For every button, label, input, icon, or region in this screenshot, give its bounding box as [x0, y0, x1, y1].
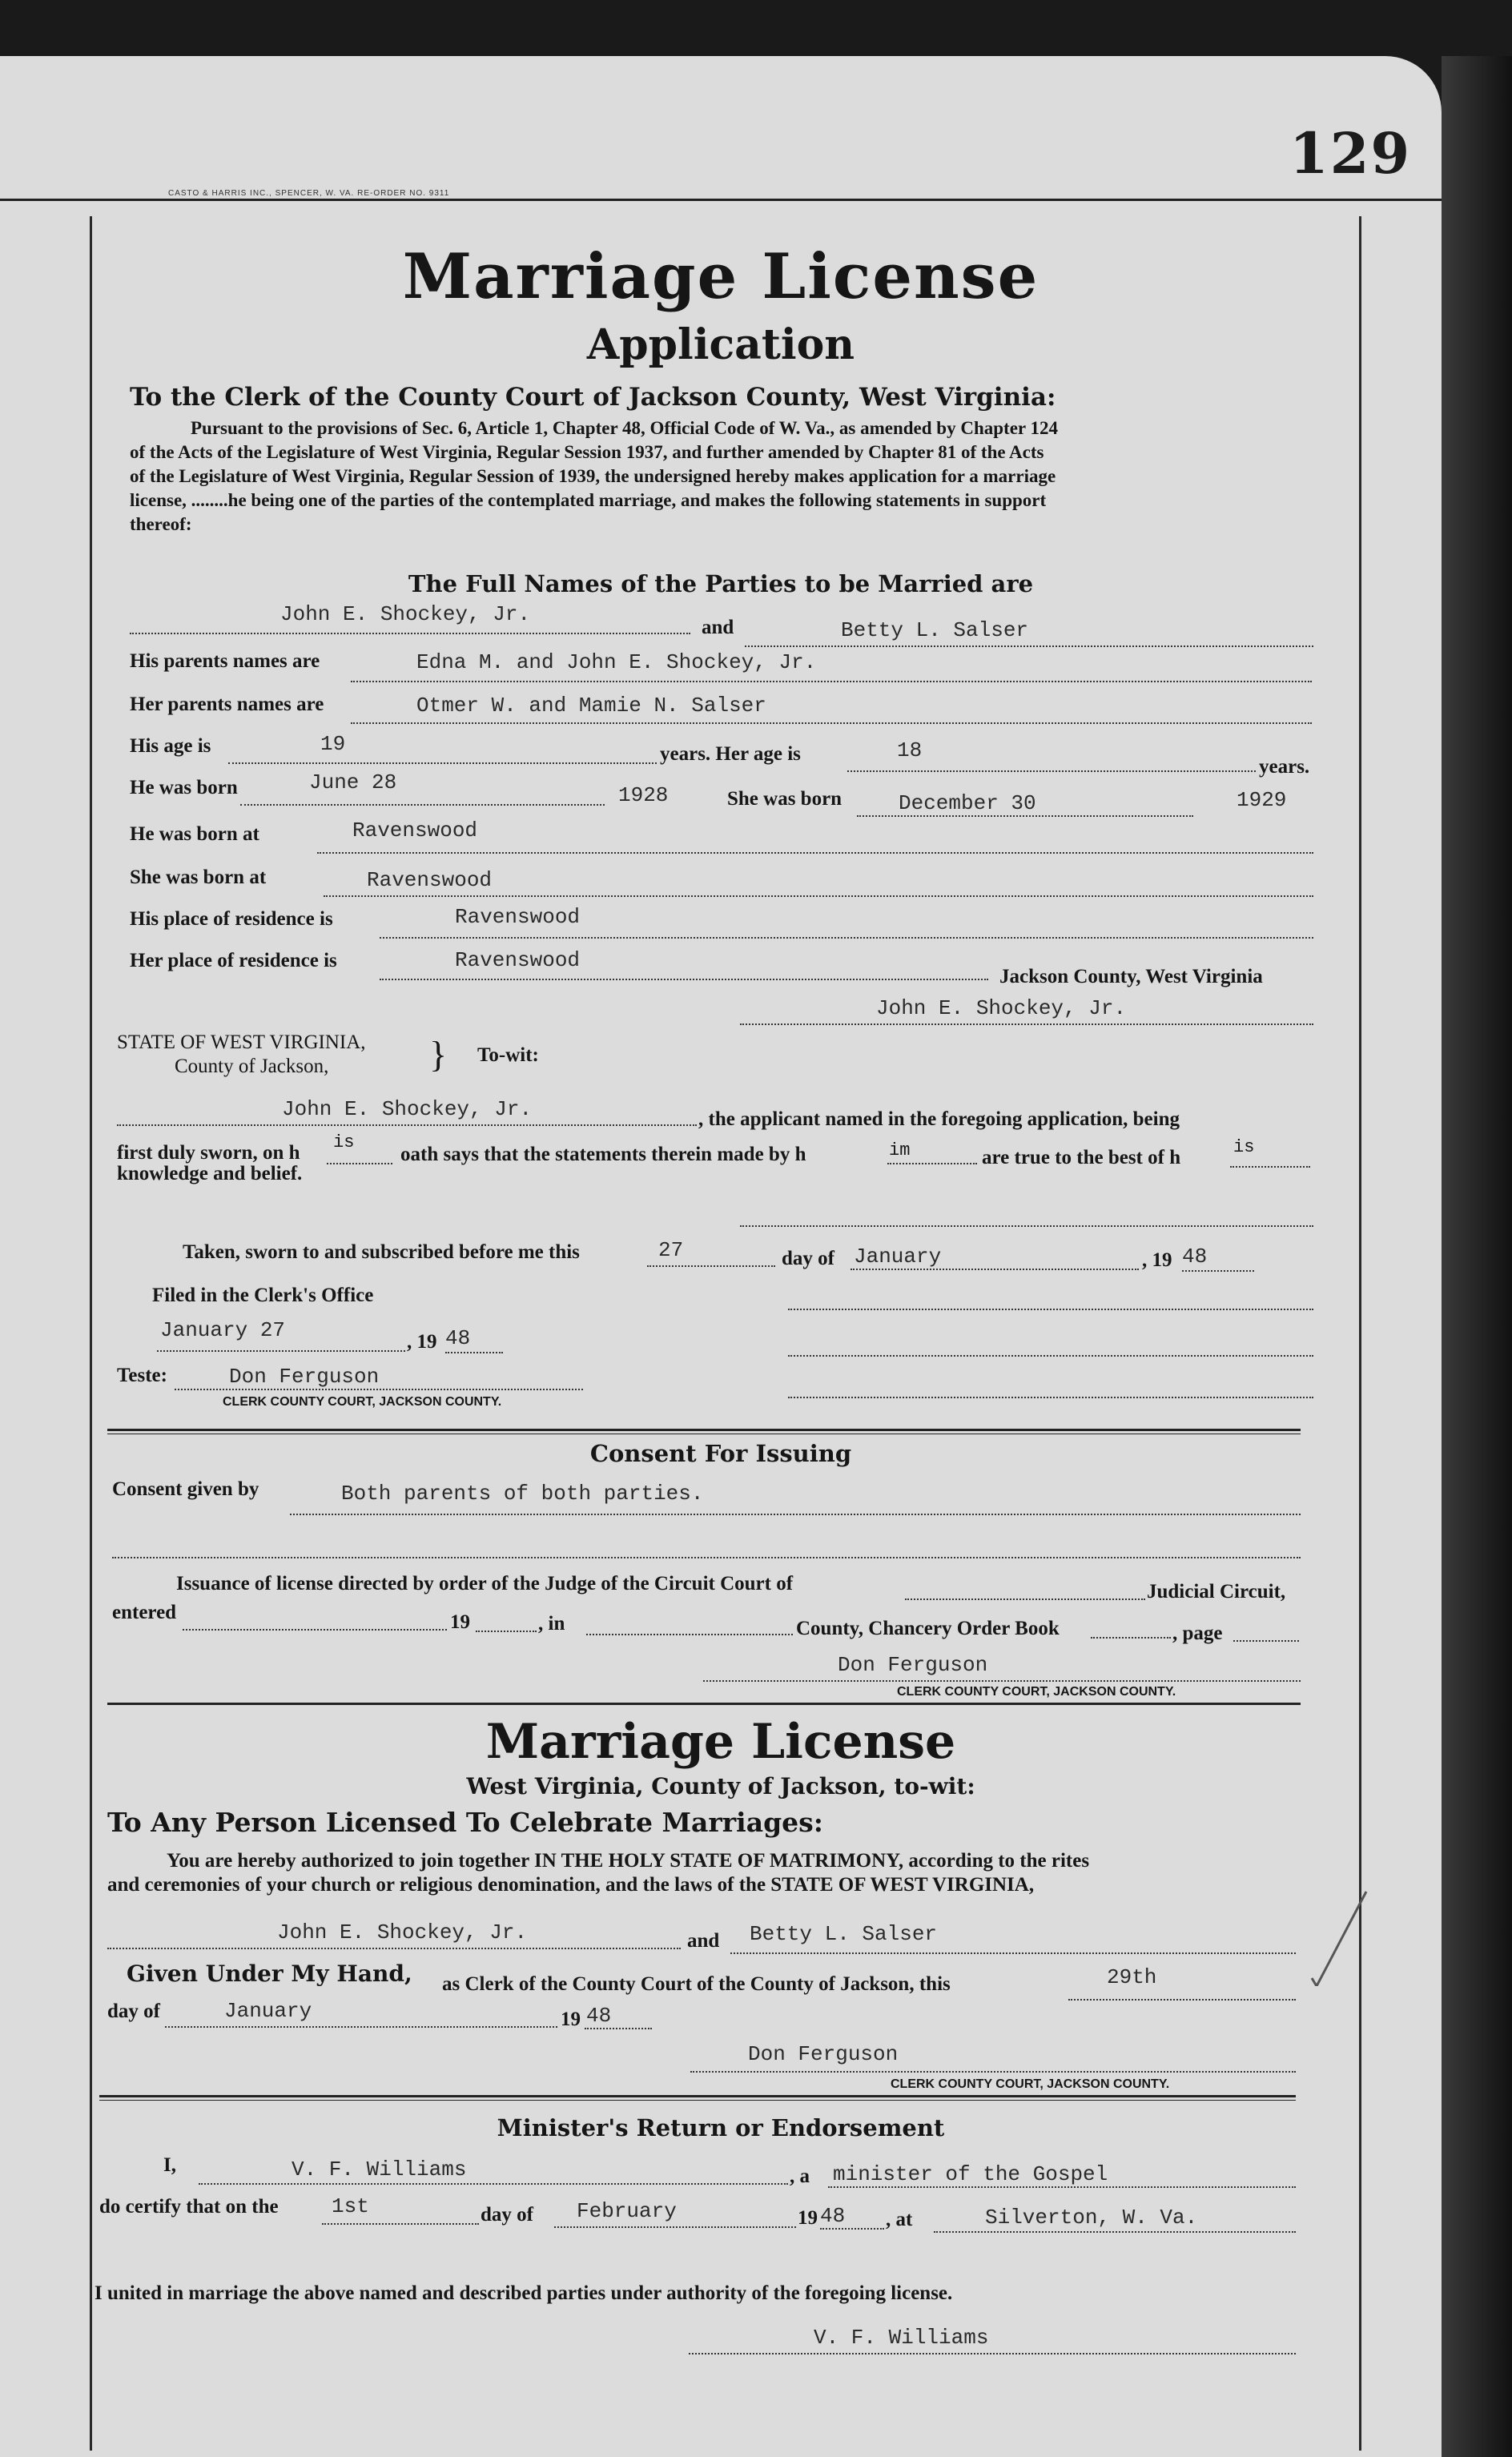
she-born-at-label: She was born at	[130, 867, 267, 888]
license-day-of-label: day of	[107, 2001, 160, 2022]
taken-year-suffix: 48	[1182, 1245, 1208, 1269]
license-subtitle: West Virginia, County of Jackson, to-wit:	[466, 1773, 975, 1800]
filed-date: January 27	[160, 1318, 286, 1342]
his-suffix-2: is	[1233, 1137, 1255, 1157]
him-suffix: im	[889, 1140, 911, 1160]
certify-label: do certify that on the	[99, 2196, 279, 2218]
her-parents-value: Otmer W. and Mamie N. Salser	[416, 694, 766, 718]
taken-month: January	[854, 1245, 942, 1269]
consent-given-value: Both parents of both parties.	[341, 1482, 704, 1506]
minister-year-prefix: 19	[798, 2207, 818, 2229]
judicial-circuit-label: Judicial Circuit,	[1147, 1581, 1286, 1602]
preamble-line-2: of the Acts of the Legislature of West Virginia, Regular Session 1937, and further amended by Chapter 81 of the Acts	[130, 442, 1044, 462]
consent-heading: Consent For Issuing	[589, 1440, 852, 1467]
chancery-label: County, Chancery Order Book	[796, 1618, 1060, 1639]
issuance-label: Issuance of license directed by order of the Judge of the Circuit Court of	[176, 1573, 794, 1594]
teste-label: Teste:	[117, 1365, 167, 1386]
minister-month: February	[577, 2199, 677, 2223]
state-label: STATE OF WEST VIRGINIA,	[117, 1031, 366, 1053]
oath-says-label: oath says that the statements therein made by h	[400, 1144, 806, 1165]
as-clerk-label: as Clerk of the County Court of the County of Jackson, this	[442, 1973, 951, 1995]
consent-signature: Don Ferguson	[838, 1653, 988, 1677]
are-true-label: are true to the best of h	[982, 1147, 1181, 1168]
to-wit-label: To-wit:	[477, 1044, 539, 1066]
he-born-date: June 28	[309, 770, 397, 794]
consent-given-label: Consent given by	[112, 1478, 259, 1500]
and-label: and	[702, 617, 734, 638]
he-born-at-value: Ravenswood	[352, 818, 478, 842]
license-year-suffix: 48	[586, 2004, 612, 2028]
applicant-signature: John E. Shockey, Jr.	[876, 996, 1127, 1020]
page-number: 129	[1289, 120, 1412, 187]
license-title: Marriage License	[485, 1714, 956, 1770]
license-day: 29th	[1107, 1965, 1157, 1989]
minister-day-of-label: day of	[481, 2204, 533, 2226]
his-age-value: 19	[320, 732, 346, 756]
application-title: Marriage License	[402, 240, 1040, 313]
brace: }	[429, 1034, 448, 1075]
filed-label: Filed in the Clerk's Office	[152, 1285, 374, 1306]
his-parents-value: Edna M. and John E. Shockey, Jr.	[416, 650, 817, 674]
she-born-date: December 30	[899, 791, 1036, 815]
license-signature: Don Ferguson	[748, 2042, 899, 2066]
her-parents-label: Her parents names are	[130, 694, 324, 715]
his-residence-label: His place of residence is	[130, 908, 333, 930]
taken-year-prefix: , 19	[1142, 1249, 1172, 1271]
check-mark-icon	[1305, 1890, 1369, 1986]
license-year-prefix: 19	[561, 2009, 581, 2030]
preamble-line-4: license, ........he being one of the parties of the contemplated marriage, and makes the following statements in support	[130, 490, 1047, 510]
united-statement: I united in marriage the above named and described parties under authority of the foregoing license.	[94, 2282, 953, 2304]
addressee-line: To the Clerk of the County Court of Jackson County, West Virginia:	[130, 383, 1056, 412]
in-label: , in	[538, 1613, 565, 1635]
filed-year-prefix: , 19	[407, 1331, 437, 1353]
minister-day: 1st	[332, 2194, 369, 2218]
consent-clerk-caption: CLERK COUNTY COURT, JACKSON COUNTY.	[897, 1685, 1176, 1699]
she-born-label: She was born	[727, 788, 842, 810]
affidavit-text-1: , the applicant named in the foregoing application, being	[698, 1108, 1180, 1130]
preamble-line-3: of the Legislature of West Virginia, Regular Session of 1939, the undersigned hereby makes application for a marriage	[130, 466, 1056, 486]
he-born-at-label: He was born at	[130, 823, 259, 845]
he-born-year: 1928	[618, 783, 669, 807]
entered-label: entered	[112, 1602, 177, 1623]
his-age-label: His age is	[130, 735, 211, 757]
book-edge	[1442, 56, 1512, 2457]
he-born-label: He was born	[130, 777, 238, 798]
parties-heading: The Full Names of the Parties to be Married are	[408, 570, 1034, 597]
county-label: County of Jackson,	[175, 1056, 329, 1077]
binding-rule	[0, 199, 1442, 201]
filed-year-suffix: 48	[445, 1326, 471, 1350]
teste-clerk-caption: CLERK COUNTY COURT, JACKSON COUNTY.	[223, 1395, 502, 1409]
minister-year-suffix: 48	[820, 2204, 846, 2228]
license-month: January	[224, 1999, 312, 2023]
preamble-line-5: thereof:	[130, 514, 192, 534]
to-any-person: To Any Person Licensed To Celebrate Marriages:	[107, 1807, 823, 1838]
minister-at-label: , at	[886, 2209, 913, 2230]
minister-heading: Minister's Return or Endorsement	[497, 2114, 945, 2141]
preamble-line-1: Pursuant to the provisions of Sec. 6, Article 1, Chapter 48, Official Code of W. Va., as amended by Chapter 124	[191, 418, 1058, 438]
taken-day-of-label: day of	[782, 1248, 834, 1269]
years-label: years.	[1259, 756, 1310, 778]
nineteen-label: 19	[450, 1611, 470, 1633]
teste-name: Don Ferguson	[229, 1365, 380, 1389]
his-parents-label: His parents names are	[130, 650, 320, 672]
her-residence-value: Ravenswood	[455, 948, 581, 972]
printer-imprint: CASTO & HARRIS INC., SPENCER, W. VA. RE-ORDER NO. 9311	[168, 189, 450, 198]
license-bride: Betty L. Salser	[750, 1922, 938, 1946]
minister-signature: V. F. Williams	[814, 2326, 989, 2350]
taken-label: Taken, sworn to and subscribed before me this	[183, 1241, 580, 1263]
her-age-value: 18	[897, 738, 923, 762]
she-born-year: 1929	[1237, 788, 1287, 812]
given-under-hand: Given Under My Hand,	[127, 1960, 412, 1987]
knowledge-label: knowledge and belief.	[117, 1163, 303, 1184]
license-and-label: and	[687, 1930, 720, 1952]
minister-i-label: I,	[163, 2154, 176, 2176]
taken-day: 27	[658, 1238, 684, 1262]
she-born-at-value: Ravenswood	[367, 868, 493, 892]
minister-title: minister of the Gospel	[833, 2162, 1108, 2186]
bride-name: Betty L. Salser	[841, 618, 1029, 642]
minister-name: V. F. Williams	[292, 2157, 467, 2182]
years-her-age-label: years. Her age is	[660, 743, 801, 765]
license-body-1: You are hereby authorized to join together IN THE HOLY STATE OF MATRIMONY, according to the rites	[167, 1850, 1090, 1872]
license-body-2: and ceremonies of your church or religious denomination, and the laws of the STATE OF WEST VIRGINIA,	[107, 1874, 1035, 1896]
page-label: , page	[1172, 1623, 1223, 1644]
minister-a-label: , a	[790, 2165, 810, 2187]
county-state: Jackson County, West Virginia	[999, 966, 1263, 987]
license-clerk-caption: CLERK COUNTY COURT, JACKSON COUNTY.	[891, 2077, 1170, 2091]
affiant-name: John E. Shockey, Jr.	[282, 1097, 533, 1121]
his-suffix-1: is	[333, 1132, 355, 1152]
groom-name: John E. Shockey, Jr.	[280, 602, 531, 626]
his-residence-value: Ravenswood	[455, 905, 581, 929]
license-groom: John E. Shockey, Jr.	[277, 1920, 528, 1944]
her-residence-label: Her place of residence is	[130, 950, 337, 971]
first-duly-label: first duly sworn, on h	[117, 1142, 300, 1164]
application-subtitle: Application	[586, 320, 855, 369]
marriage-place: Silverton, W. Va.	[985, 2206, 1198, 2230]
